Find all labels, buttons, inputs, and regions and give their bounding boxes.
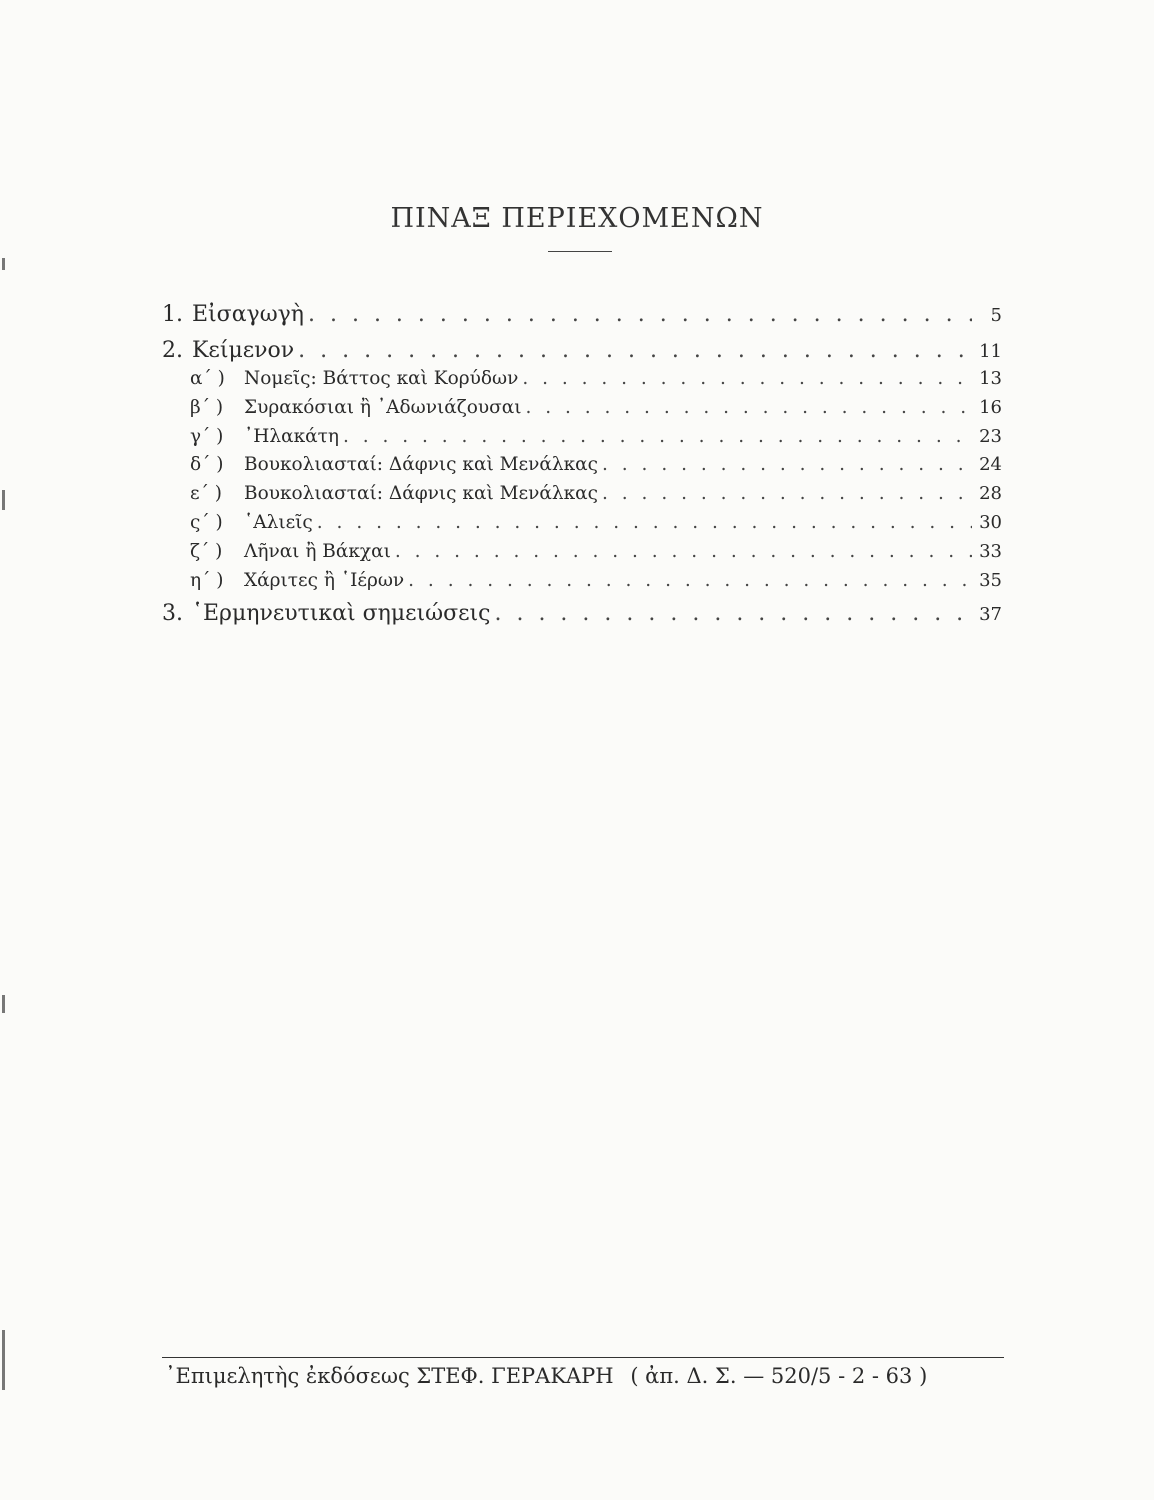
toc-subentry — [190, 454, 1002, 475]
toc-subentry-page: 16 — [979, 397, 1002, 418]
dot-leader — [494, 601, 972, 626]
toc-subentry-number: ε΄ ) — [190, 483, 222, 504]
toc-subentry — [190, 570, 1002, 591]
toc-subentry-label: Συρακόσιαι ἢ ᾿Αδωνιάζουσαι — [244, 397, 522, 418]
toc-subentry — [190, 368, 1002, 389]
toc-subentry-page: 33 — [979, 541, 1002, 562]
toc-subentry-label: Χάριτες ἢ ῾Ιέρων — [244, 570, 405, 591]
toc-entry-notes — [162, 601, 1002, 626]
toc-subentry-page: 30 — [979, 512, 1002, 533]
toc-subentry-label: Λῆναι ἢ Βάκχαι — [244, 541, 391, 562]
dot-leader — [308, 302, 972, 327]
toc-subentry-label: ᾿Ηλακάτη — [244, 426, 339, 447]
toc-entry-page: 5 — [990, 305, 1002, 326]
footer-rule — [162, 1357, 1004, 1358]
toc-subentry-page: 13 — [979, 368, 1002, 389]
scan-edge-mark — [2, 490, 5, 510]
toc-subentry — [190, 512, 1002, 533]
toc-entry-label: Κείμενον — [192, 338, 295, 363]
toc-entry-number: 1. — [162, 302, 183, 327]
toc-subentry-label: Νομεῖς: Βάττος καὶ Κορύδων — [244, 368, 519, 389]
dot-leader — [395, 541, 972, 562]
toc-subentry-number: ς΄ ) — [190, 512, 223, 533]
toc-subentry-number: η΄ ) — [190, 570, 224, 591]
toc-subentry — [190, 541, 1002, 562]
dot-leader — [298, 338, 972, 363]
toc-subentry-number: β΄ ) — [190, 397, 224, 418]
toc-subentry-label: Βουκολιασταί: Δάφνις καὶ Μενάλκας — [244, 454, 599, 475]
toc-subentry — [190, 426, 1002, 447]
toc-entry-introduction — [162, 302, 1002, 327]
toc-entry-label: ῾Ερμηνευτικαὶ σημειώσεις — [192, 601, 491, 626]
dot-leader — [317, 512, 972, 533]
toc-entry-number: 2. — [162, 338, 183, 363]
toc-subentry-page: 24 — [979, 454, 1002, 475]
toc-subentry — [190, 483, 1002, 504]
toc-subentry-number: α΄ ) — [190, 368, 225, 389]
toc-entry-page: 11 — [979, 341, 1002, 362]
toc-subentry-number: δ΄ ) — [190, 454, 224, 475]
scan-edge-mark — [2, 1330, 5, 1390]
toc-subentry-page: 28 — [979, 483, 1002, 504]
scan-edge-mark — [2, 258, 5, 270]
toc-entry-text — [162, 338, 1002, 363]
toc-entry-page: 37 — [979, 604, 1002, 625]
toc-subentry-number: γ΄ ) — [190, 426, 224, 447]
toc-entry-label: Εἰσαγωγὴ — [192, 302, 304, 327]
toc-subentry-label: ῾Αλιεῖς — [244, 512, 313, 533]
dot-leader — [408, 570, 972, 591]
toc-subentry — [190, 397, 1002, 418]
footer-approval: ( ἀπ. Δ. Σ. — 520/5 - 2 - 63 ) — [630, 1364, 928, 1388]
toc-subentry-page: 35 — [979, 570, 1002, 591]
toc-subentry-page: 23 — [979, 426, 1002, 447]
dot-leader — [525, 397, 972, 418]
footer-editor: ᾿Επιμελητὴς ἐκδόσεως ΣΤΕΦ. ΓΕΡΑΚΑΡΗ — [165, 1364, 614, 1388]
dot-leader — [602, 454, 972, 475]
dot-leader — [343, 426, 972, 447]
publication-footer — [165, 1364, 1005, 1388]
scan-edge-mark — [2, 995, 5, 1013]
page-title: ΠΙΝΑΞ ΠΕΡΙΕΧΟΜΕΝΩΝ — [390, 203, 764, 234]
dot-leader — [602, 483, 972, 504]
toc-entry-number: 3. — [162, 601, 183, 626]
dot-leader — [522, 368, 972, 389]
toc-subentry-label: Βουκολιασταί: Δάφνις καὶ Μενάλκας — [244, 483, 599, 504]
toc-subentry-number: ζ΄ ) — [190, 541, 223, 562]
title-underline — [548, 251, 612, 252]
